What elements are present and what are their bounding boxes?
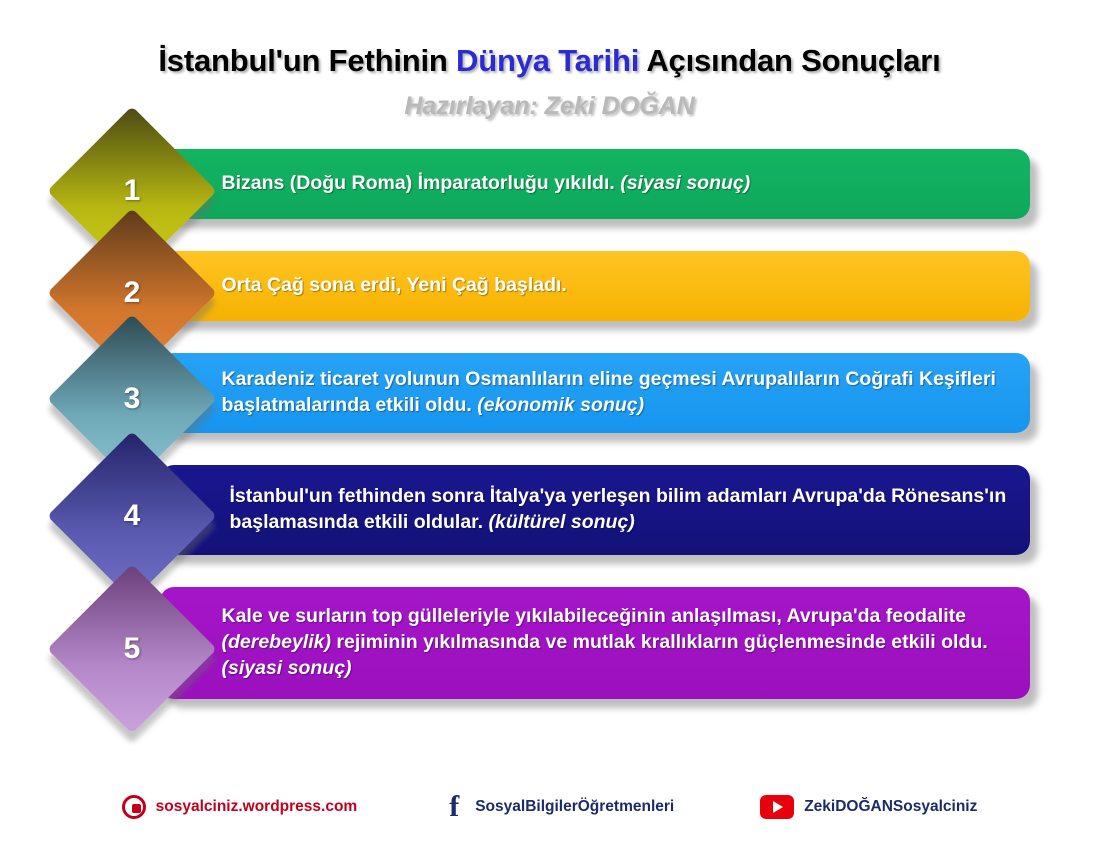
- item-text-main: Orta Çağ sona erdi, Yeni Çağ başladı.: [221, 274, 567, 297]
- item-text-main-b: rejiminin yıkılmasında ve mutlak krallıkların güçlenmesinde etkili oldu.: [330, 631, 988, 654]
- title-part-1: İstanbul'un Fethinin: [158, 43, 457, 78]
- title-part-2: Açısından Sonuçları: [639, 43, 941, 78]
- item-text: [230, 484, 1012, 535]
- facebook-icon: f: [449, 790, 460, 823]
- list-item: [50, 245, 1050, 333]
- item-bar: [160, 587, 1030, 699]
- item-number: 5: [123, 632, 140, 666]
- list-item: [50, 347, 1050, 445]
- footer-facebook-label: SosyalBilgilerÖğretmenleri: [475, 798, 675, 815]
- item-bar: [160, 149, 1030, 219]
- footer-website-label: sosyalciniz.wordpress.com: [155, 798, 358, 815]
- item-text-main: Karadeniz ticaret yolunun Osmanlıların eline geçmesi Avrupalıların Coğrafi Keşifleri başlatmalarında etkili oldu.: [221, 368, 996, 417]
- item-text: [222, 604, 1012, 681]
- header: [0, 0, 1099, 121]
- footer-youtube-link[interactable]: [760, 795, 977, 819]
- consequences-list: [0, 143, 1099, 711]
- footer: [0, 790, 1099, 823]
- item-text-main: İstanbul'un fethinden sonra İtalya'ya yerleşen bilim adamları Avrupa'da Rönesans'ın başlamasında etkili oldular.: [229, 485, 1007, 534]
- list-item: [50, 143, 1050, 231]
- item-text: [222, 171, 751, 197]
- item-text-main: Bizans (Doğu Roma) İmparatorluğu yıkıldı.: [221, 172, 621, 195]
- item-number: 4: [123, 499, 140, 533]
- item-bar: [160, 465, 1030, 555]
- footer-youtube-label: ZekiDOĞANSosyalciniz: [804, 798, 978, 815]
- item-text-italic-a: (derebeylik): [221, 631, 331, 654]
- wordpress-icon: [122, 795, 146, 819]
- item-number: 1: [123, 174, 140, 208]
- item-text-main-a: Kale ve surların top gülleleriyle yıkılabileceğinin anlaşılması, Avrupa'da feodalite: [221, 605, 966, 628]
- footer-website-link[interactable]: [122, 795, 358, 819]
- item-text: [222, 273, 567, 299]
- subtitle-author: Hazırlayan: Zeki DOĞAN: [404, 92, 695, 121]
- item-bar: [160, 251, 1030, 321]
- item-number-badge: [47, 564, 217, 734]
- item-text-italic-b: (siyasi sonuç): [221, 656, 352, 679]
- item-text-italic: (ekonomik sonuç): [477, 394, 645, 417]
- item-bar: [160, 353, 1030, 433]
- item-number: 2: [123, 276, 140, 310]
- title-accent: Dünya Tarihi: [456, 43, 640, 78]
- item-number: 3: [123, 382, 140, 416]
- page-title: [0, 44, 1099, 78]
- item-text: [222, 367, 1012, 418]
- list-item: [50, 581, 1050, 711]
- list-item: [50, 459, 1050, 567]
- footer-facebook-link[interactable]: [443, 790, 675, 823]
- youtube-icon: [760, 795, 794, 819]
- item-text-italic: (kültürel sonuç): [488, 511, 635, 534]
- item-text-italic: (siyasi sonuç): [620, 172, 751, 195]
